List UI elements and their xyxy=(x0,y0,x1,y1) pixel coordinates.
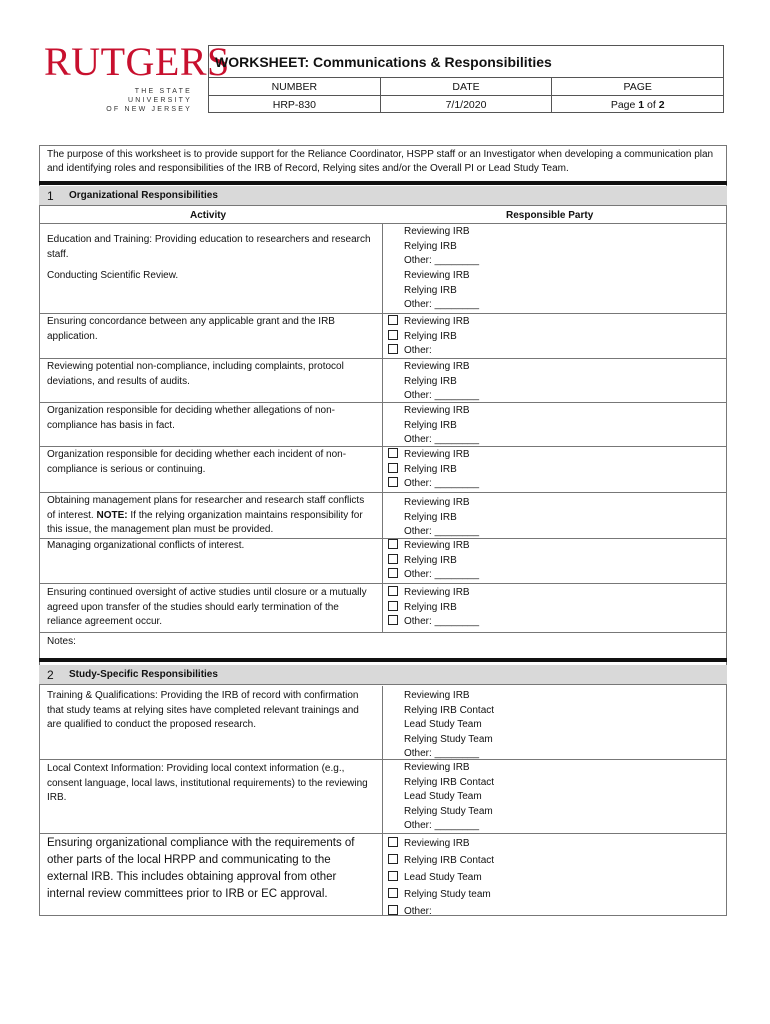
column-divider xyxy=(382,223,383,632)
row-divider xyxy=(39,313,727,314)
section-divider-bar xyxy=(39,181,727,185)
checkbox[interactable] xyxy=(388,344,398,354)
activity-text: If the relying organization maintains responsibility for this issue, the management plan must be provided. xyxy=(47,509,363,535)
section1-number: 1 xyxy=(47,189,54,203)
activity-education-training: Education and Training: Providing education to researchers and research staff. xyxy=(47,234,371,260)
checkbox[interactable] xyxy=(388,448,398,458)
option-relying-irb[interactable] xyxy=(404,601,479,616)
logo-subtitle-line1: THE STATE UNIVERSITY xyxy=(127,88,192,104)
option-label: Relying IRB xyxy=(404,554,457,566)
option-other[interactable]: Other: ________ xyxy=(404,390,480,401)
date-label: DATE xyxy=(380,78,552,95)
logo-subtitle xyxy=(70,87,192,114)
option-other[interactable] xyxy=(404,615,479,630)
activity-coi-management-plans xyxy=(47,494,372,538)
option-label: Relying IRB xyxy=(404,463,457,475)
party-options xyxy=(404,404,479,448)
checkbox[interactable] xyxy=(388,615,398,625)
row-divider xyxy=(39,492,727,493)
option-reviewing-irb[interactable]: Reviewing IRB xyxy=(404,762,470,773)
activity-training-qualifications: Training & Qualifications: Providing the IRB of record with confirmation that study teams at relying sites have completed relevant trainings and are qualified to conduct the proposed research. xyxy=(47,690,359,730)
option-relying-irb-contact[interactable]: Relying IRB Contact xyxy=(404,776,495,788)
activity-column-header: Activity xyxy=(190,210,227,221)
rutgers-logo xyxy=(44,40,230,84)
page-label: PAGE xyxy=(551,78,723,95)
activity-organizational-compliance: Ensuring organizational compliance with the requirements of other parts of the local HRPP and communicating to the external IRB. This includes obtaining approval from other internal review committees prior to IRB or EC approval. xyxy=(47,837,355,900)
option-other[interactable] xyxy=(404,344,470,359)
option-reviewing-irb[interactable] xyxy=(404,539,479,554)
row-divider xyxy=(39,446,727,447)
party-options xyxy=(404,315,470,359)
option-label: Reviewing IRB xyxy=(404,838,470,849)
checkbox[interactable] xyxy=(388,854,398,864)
party-options xyxy=(404,539,479,583)
section2-header xyxy=(39,665,727,685)
row-divider xyxy=(39,402,727,403)
option-relying-irb[interactable]: Relying IRB xyxy=(404,240,457,252)
party-options xyxy=(404,761,494,834)
option-other[interactable]: Other: ________ xyxy=(404,299,480,310)
page-of: of xyxy=(644,99,659,111)
option-relying-study-team[interactable]: Relying Study Team xyxy=(404,733,493,745)
option-relying-irb[interactable] xyxy=(404,330,470,345)
option-label: Reviewing IRB xyxy=(404,540,470,551)
option-label: Other: xyxy=(404,345,432,356)
logo-subtitle-line2: OF NEW JERSEY xyxy=(106,106,192,113)
checkbox[interactable] xyxy=(388,871,398,881)
section1-title: Organizational Responsibilities xyxy=(69,190,218,201)
header-values-row xyxy=(209,95,723,113)
option-label: Other: ________ xyxy=(404,478,480,489)
checkbox[interactable] xyxy=(388,477,398,487)
activity-non-compliance-review: Reviewing potential non-compliance, including complaints, protocol deviations, and results of audits. xyxy=(47,361,344,387)
option-reviewing-irb[interactable] xyxy=(404,315,470,330)
party-options xyxy=(404,269,479,313)
document-number: HRP-830 xyxy=(272,99,316,111)
number-label: NUMBER xyxy=(271,81,318,93)
page-prefix: Page xyxy=(610,99,639,111)
option-relying-irb[interactable]: Relying IRB xyxy=(404,511,457,523)
checkbox[interactable] xyxy=(388,463,398,473)
option-other[interactable] xyxy=(404,903,494,920)
option-reviewing-irb[interactable]: Reviewing IRB xyxy=(404,361,470,372)
activity-allegations-basis: Organization responsible for deciding whether allegations of non-compliance has basis in fact. xyxy=(47,405,335,431)
document-header xyxy=(208,45,724,113)
option-reviewing-irb[interactable]: Reviewing IRB xyxy=(404,497,470,508)
option-label: Lead Study Team xyxy=(404,872,482,883)
option-relying-irb[interactable]: Relying IRB xyxy=(404,419,457,431)
option-other[interactable]: Other: ________ xyxy=(404,748,480,759)
option-reviewing-irb[interactable] xyxy=(404,586,479,601)
document-title: WORKSHEET: Communications & Responsibilities xyxy=(215,54,552,70)
checkbox[interactable] xyxy=(388,330,398,340)
party-options xyxy=(404,496,479,540)
option-lead-study-team[interactable] xyxy=(404,869,494,886)
option-other[interactable]: Other: ________ xyxy=(404,526,480,537)
activity-grant-concordance: Ensuring concordance between any applicable grant and the IRB application. xyxy=(47,316,335,342)
option-relying-irb[interactable] xyxy=(404,554,479,569)
option-label: Other: xyxy=(404,906,432,917)
row-divider xyxy=(39,583,727,584)
responsible-party-column-header: Responsible Party xyxy=(506,210,594,221)
document-date: 7/1/2020 xyxy=(380,96,552,113)
activity-continued-oversight: Ensuring continued oversight of active studies until closure or a mutually agreed upon transfer of the studies should early termination of the reliance agreement occur. xyxy=(47,587,367,627)
option-reviewing-irb[interactable]: Reviewing IRB xyxy=(404,405,470,416)
option-label: Relying Study team xyxy=(404,889,491,900)
activity-organizational-coi: Managing organizational conflicts of interest. xyxy=(47,540,245,551)
row-divider xyxy=(39,759,727,760)
option-label: Reviewing IRB xyxy=(404,449,470,460)
option-relying-study-team[interactable] xyxy=(404,886,494,903)
section2-title: Study-Specific Responsibilities xyxy=(69,669,218,680)
option-label: Other: ________ xyxy=(404,569,480,580)
section1-header xyxy=(39,186,727,206)
activity-local-context: Local Context Information: Providing local context information (e.g., consent language, local laws, institutional requirements) to the reviewing IRB. xyxy=(47,763,368,803)
option-reviewing-irb[interactable] xyxy=(404,448,479,463)
option-reviewing-irb[interactable]: Reviewing IRB xyxy=(404,690,470,701)
option-label: Other: ________ xyxy=(404,616,480,627)
notes-label: Notes: xyxy=(47,636,76,647)
activity-serious-continuing: Organization responsible for deciding whether each incident of non-compliance is serious or continuing. xyxy=(47,449,347,475)
option-relying-irb[interactable]: Relying IRB xyxy=(404,375,457,387)
option-label: Relying IRB Contact xyxy=(404,855,495,866)
option-other[interactable]: Other: ________ xyxy=(404,255,480,266)
activity-scientific-review: Conducting Scientific Review. xyxy=(47,270,179,281)
row-divider xyxy=(39,833,727,834)
note-label: NOTE: xyxy=(96,509,128,521)
column-divider xyxy=(382,686,383,916)
party-options xyxy=(404,689,494,762)
checkbox[interactable] xyxy=(388,315,398,325)
option-other[interactable]: Other: ________ xyxy=(404,820,480,831)
page-indicator xyxy=(551,96,723,113)
intro-paragraph: The purpose of this worksheet is to provide support for the Reliance Coordinator, HSPP staff or an Investigator when developing a communication plan and identifying roles and responsibilities of the IRB of Record, Relying sites and/or the Overall PI or Lead Study Team. xyxy=(47,149,714,174)
checkbox[interactable] xyxy=(388,539,398,549)
option-label: Relying IRB xyxy=(404,330,457,342)
option-label: Reviewing IRB xyxy=(404,587,470,598)
header-labels-row xyxy=(209,77,723,95)
checkbox[interactable] xyxy=(388,888,398,898)
option-other[interactable]: Other: ________ xyxy=(404,434,480,445)
page-total: 2 xyxy=(658,99,665,111)
logo-wordmark: RUTGERS xyxy=(44,39,230,84)
option-relying-irb-contact[interactable]: Relying IRB Contact xyxy=(404,704,495,716)
option-reviewing-irb[interactable] xyxy=(404,835,494,852)
section2-number: 2 xyxy=(47,668,54,682)
row-divider xyxy=(39,358,727,359)
option-lead-study-team[interactable]: Lead Study Team xyxy=(404,791,482,802)
section-divider-bar xyxy=(39,658,727,662)
option-label: Relying IRB xyxy=(404,601,457,613)
row-divider xyxy=(39,632,727,633)
party-options xyxy=(404,225,479,269)
party-options xyxy=(404,835,494,920)
option-lead-study-team[interactable]: Lead Study Team xyxy=(404,719,482,730)
option-label: Reviewing IRB xyxy=(404,316,470,327)
checkbox[interactable] xyxy=(388,601,398,611)
party-options xyxy=(404,360,479,404)
option-relying-irb[interactable] xyxy=(404,463,479,478)
option-reviewing-irb[interactable]: Reviewing IRB xyxy=(404,270,470,281)
option-reviewing-irb[interactable]: Reviewing IRB xyxy=(404,226,470,237)
checkbox[interactable] xyxy=(388,586,398,596)
option-other[interactable] xyxy=(404,477,479,492)
checkbox[interactable] xyxy=(388,554,398,564)
page-number: 1 xyxy=(638,99,645,111)
party-options xyxy=(404,448,479,492)
option-relying-study-team[interactable]: Relying Study Team xyxy=(404,805,493,817)
party-options xyxy=(404,586,479,630)
option-other[interactable] xyxy=(404,568,479,583)
checkbox[interactable] xyxy=(388,837,398,847)
activity-text: Obtaining management plans for researcher and research staff conflicts of interest. xyxy=(47,495,365,521)
row-divider xyxy=(39,223,727,224)
option-relying-irb-contact[interactable] xyxy=(404,852,494,869)
checkbox[interactable] xyxy=(388,568,398,578)
option-relying-irb[interactable]: Relying IRB xyxy=(404,284,457,296)
checkbox[interactable] xyxy=(388,905,398,915)
